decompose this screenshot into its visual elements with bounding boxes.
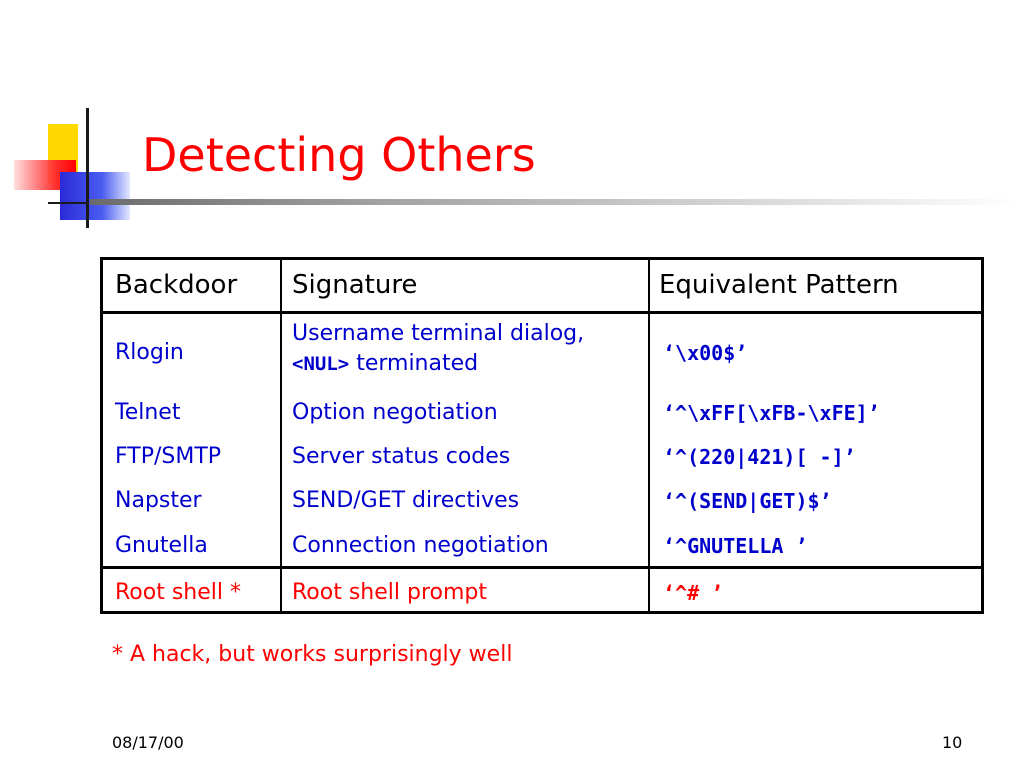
highlight-row-divider	[103, 566, 981, 569]
page-number: 10	[942, 733, 963, 752]
decor-horizontal-line	[48, 202, 88, 204]
signature-line	[292, 349, 584, 379]
cell-pattern: ‘^(SEND|GET)$’	[663, 489, 832, 513]
signature-line: Username terminal dialog,	[292, 321, 585, 346]
cell-backdoor: Rlogin	[115, 340, 184, 365]
cell-pattern: ‘^\xFF[\xFB-\xFE]’	[663, 401, 880, 425]
cell-signature: Connection negotiation	[292, 533, 549, 558]
cell-signature: Option negotiation	[292, 400, 498, 425]
header-divider	[103, 311, 981, 314]
signature-code: <NUL>	[292, 353, 350, 375]
signature-table	[100, 257, 984, 614]
slide-title: Detecting Others	[142, 128, 536, 182]
cell-signature	[292, 319, 584, 379]
footnote: * A hack, but works surprisingly well	[112, 642, 513, 667]
cell-backdoor: Telnet	[115, 400, 181, 425]
cell-backdoor: Napster	[115, 488, 202, 513]
footer-date: 08/17/00	[112, 733, 184, 752]
signature-text: terminated	[349, 351, 479, 376]
cell-backdoor: FTP/SMTP	[115, 444, 222, 469]
cell-signature-highlight: Root shell prompt	[292, 580, 488, 605]
header-signature: Signature	[292, 270, 418, 300]
decor-blue-square	[60, 172, 130, 220]
decor-vertical-line	[86, 108, 89, 228]
header-equivalent-pattern: Equivalent Pattern	[659, 270, 899, 300]
cell-signature: SEND/GET directives	[292, 488, 520, 513]
cell-pattern: ‘^(220|421)[ -]’	[663, 445, 856, 469]
cell-signature: Server status codes	[292, 444, 511, 469]
title-underline-rule	[90, 199, 1020, 205]
cell-pattern: ‘^GNUTELLA ’	[663, 534, 808, 558]
header-backdoor: Backdoor	[115, 270, 238, 300]
cell-pattern-highlight: ‘^# ’	[663, 581, 724, 605]
cell-backdoor: Gnutella	[115, 533, 208, 558]
cell-pattern: ‘\x00$’	[663, 341, 748, 365]
cell-backdoor-highlight: Root shell *	[115, 580, 241, 605]
